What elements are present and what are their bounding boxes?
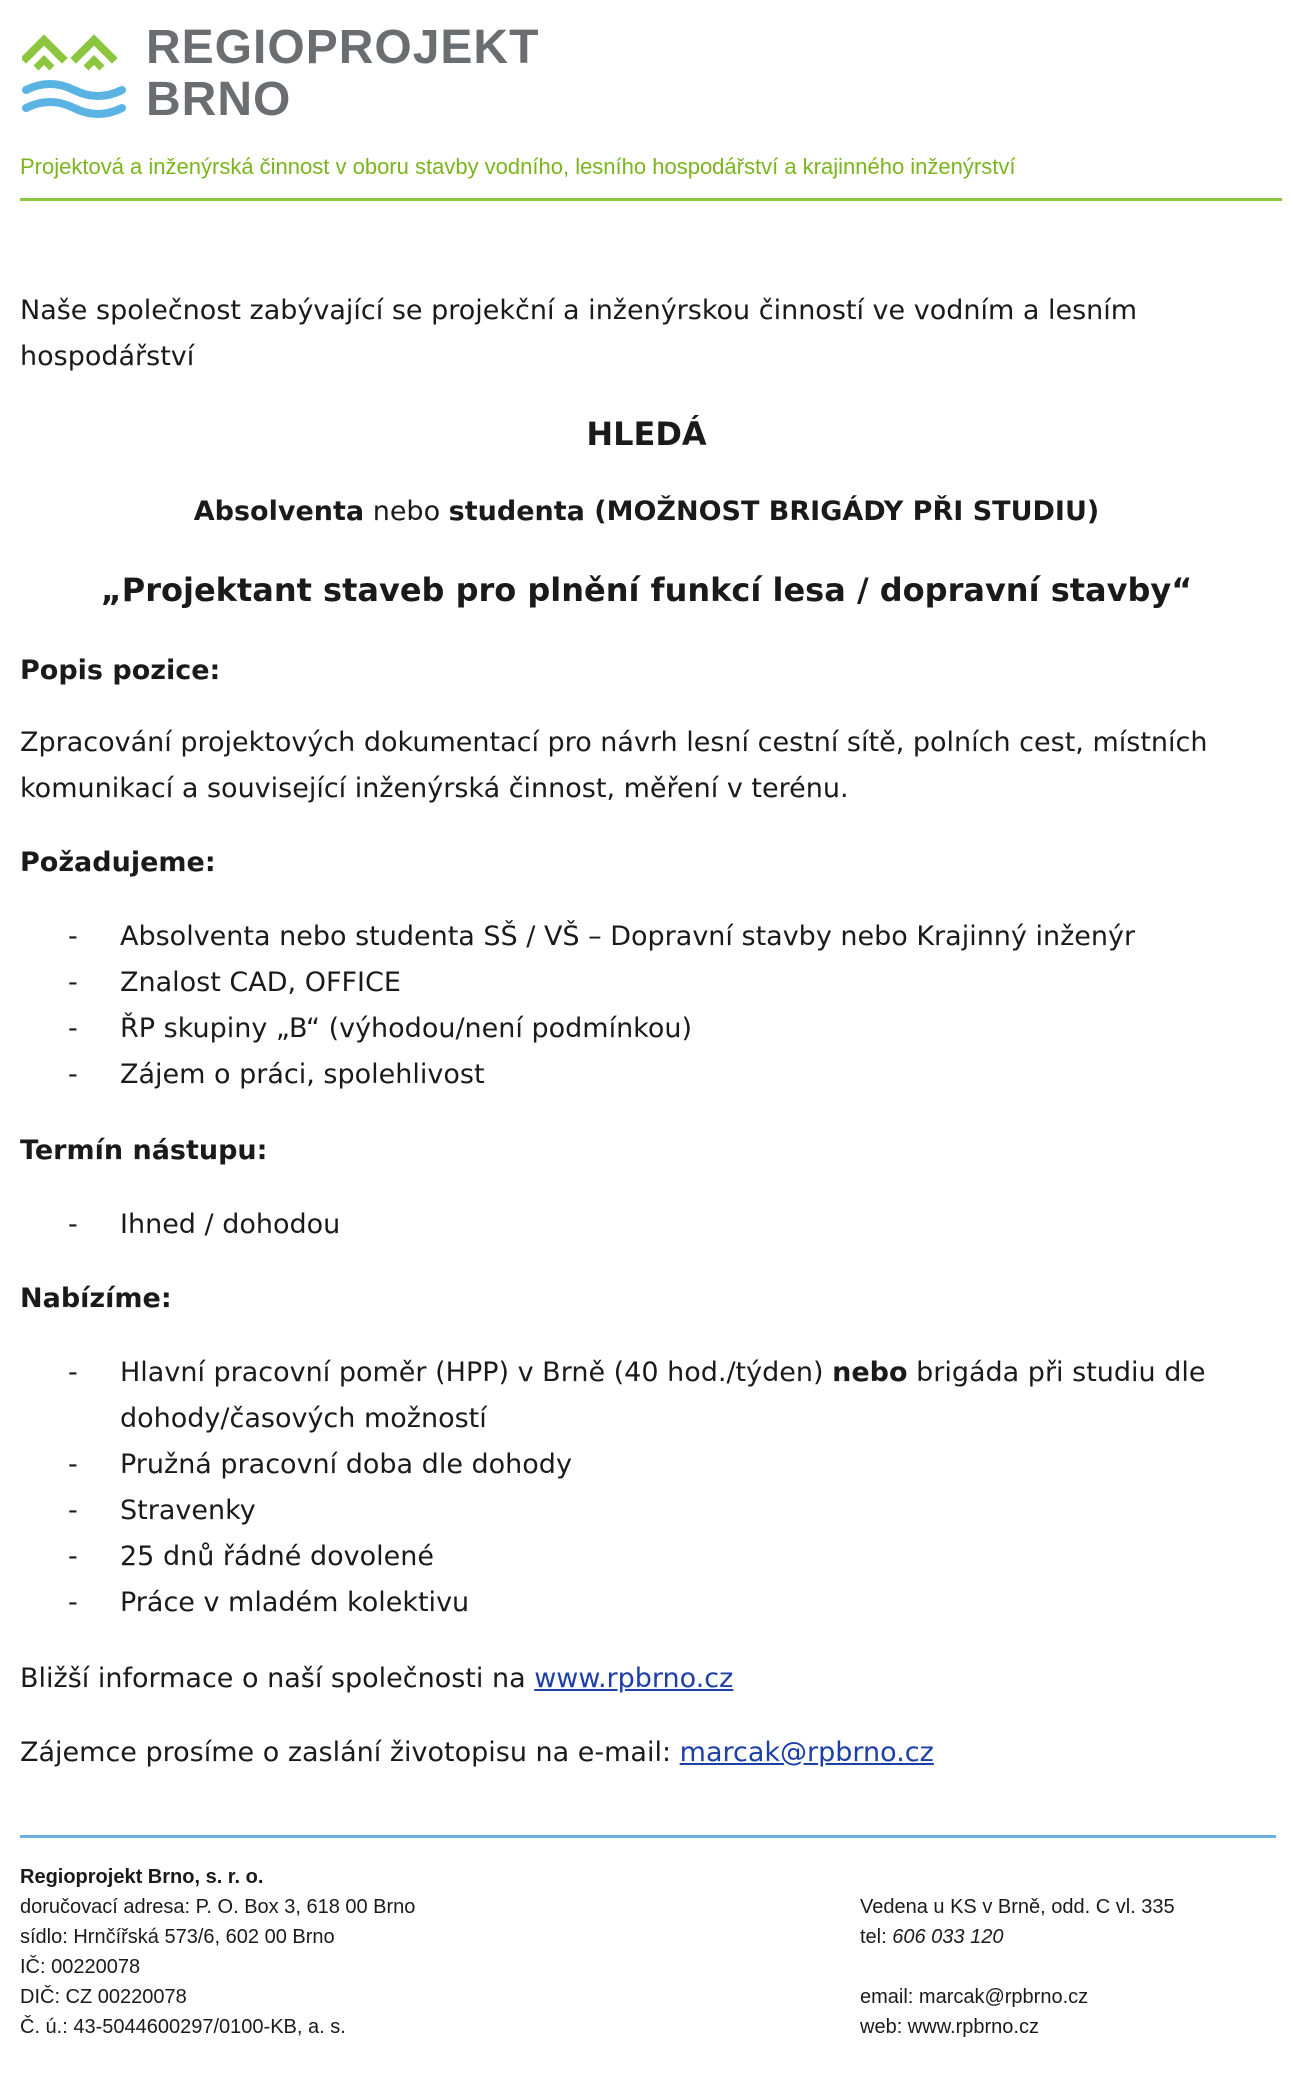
footer-company-name: Regioprojekt Brno, s. r. o. (20, 1866, 264, 1888)
description-line-1: Zpracování projektových dokumentací pro návrh lesní cestní sítě, polních cest, místních (20, 727, 1208, 758)
logo-line-2: BRNO (146, 73, 292, 126)
cv-text: Zájemce prosíme o zaslání životopisu na e-mail: (20, 1737, 680, 1768)
list-dash: - (68, 1541, 78, 1572)
logo-line-1: REGIOPROJEKT (146, 21, 540, 74)
list-dash: - (68, 1013, 78, 1044)
info-text: Bližší informace o naší společnosti na (20, 1663, 535, 1694)
subtitle-part-3: studenta (MOŽNOST BRIGÁDY PŘI STUDIU) (448, 496, 1100, 527)
list-dash: - (68, 1059, 78, 1090)
page-title: HLEDÁ (586, 415, 707, 453)
list-dash: - (68, 967, 78, 998)
footer-postal-address: doručovací adresa: P. O. Box 3, 618 00 Brno (20, 1896, 416, 1918)
list-item-text: Stravenky (120, 1495, 256, 1526)
list-item-text: dohody/časových možností (120, 1403, 487, 1434)
footer-phone (860, 1922, 1003, 1952)
regioprojekt-logo-icon (22, 20, 126, 124)
list-item-text (120, 1350, 1205, 1396)
footer-ic: IČ: 00220078 (20, 1956, 141, 1978)
section-label-requirements: Požadujeme: (20, 847, 216, 878)
list-item-text: Pružná pracovní doba dle dohody (120, 1449, 572, 1480)
list-dash: - (68, 1449, 78, 1480)
website-link[interactable]: www.rpbrno.cz (534, 1663, 734, 1694)
list-dash: - (68, 1357, 78, 1388)
list-item-text: Zájem o práci, spolehlivost (120, 1059, 485, 1090)
header-divider (20, 198, 1282, 201)
footer-phone-label: tel: (860, 1926, 893, 1948)
list-dash: - (68, 1209, 78, 1240)
email-link[interactable]: marcak@rpbrno.cz (679, 1737, 934, 1768)
footer-web: web: www.rpbrno.cz (860, 2016, 1039, 2038)
footer-bank-account: Č. ú.: 43-5044600297/0100-KB, a. s. (20, 2016, 346, 2038)
section-label-description: Popis pozice: (20, 655, 221, 686)
footer-seat: sídlo: Hrnčířská 573/6, 602 00 Brno (20, 1926, 335, 1948)
subtitle-part-1: Absolventa (193, 496, 365, 527)
intro-text (20, 288, 1137, 380)
company-logo (22, 20, 582, 124)
list-item-text: Znalost CAD, OFFICE (120, 967, 401, 998)
list-dash: - (68, 1587, 78, 1618)
footer-email: email: marcak@rpbrno.cz (860, 1986, 1089, 2008)
section-label-offer: Nabízíme: (20, 1283, 172, 1314)
list-item-text: Ihned / dohodou (120, 1209, 341, 1240)
subtitle-part-2: nebo (364, 496, 449, 527)
list-dash: - (68, 921, 78, 952)
cv-request-line (20, 1730, 934, 1776)
company-tagline: Projektová a inženýrská činnost v oboru stavby vodního, lesního hospodářství a krajinného inženýrství (20, 154, 1016, 179)
footer-register: Vedena u KS v Brně, odd. C vl. 335 (860, 1896, 1175, 1918)
offer-text-part-1: Hlavní pracovní poměr (HPP) v Brně (40 hod./týden) (120, 1357, 833, 1388)
intro-line-2: hospodářství (20, 341, 195, 372)
footer-phone-number: 606 033 120 (892, 1926, 1004, 1948)
logo-wordmark (146, 22, 539, 126)
list-item-text: ŘP skupiny „B“ (výhodou/není podmínkou) (120, 1013, 693, 1044)
footer-dic: DIČ: CZ 00220078 (20, 1986, 187, 2008)
section-label-start: Termín nástupu: (20, 1135, 268, 1166)
list-dash: - (68, 1495, 78, 1526)
list-item-text: Absolventa nebo studenta SŠ / VŠ – Dopravní stavby nebo Krajinný inženýr (120, 921, 1136, 952)
footer-divider (20, 1835, 1276, 1838)
job-subtitle (0, 492, 1293, 532)
intro-line-1: Naše společnost zabývající se projekční a inženýrskou činností ve vodním a lesním (20, 295, 1138, 326)
position-title: „Projektant staveb pro plnění funkcí lesa / dopravní stavby“ (100, 571, 1193, 609)
description-text (20, 720, 1207, 812)
list-item-text: Práce v mladém kolektivu (120, 1587, 470, 1618)
company-info-line (20, 1656, 733, 1702)
list-item-text: 25 dnů řádné dovolené (120, 1541, 434, 1572)
description-line-2: komunikací a související inženýrská činnost, měření v terénu. (20, 773, 849, 804)
offer-text-part-2: brigáda při studiu dle (907, 1357, 1206, 1388)
offer-text-bold: nebo (832, 1357, 908, 1388)
